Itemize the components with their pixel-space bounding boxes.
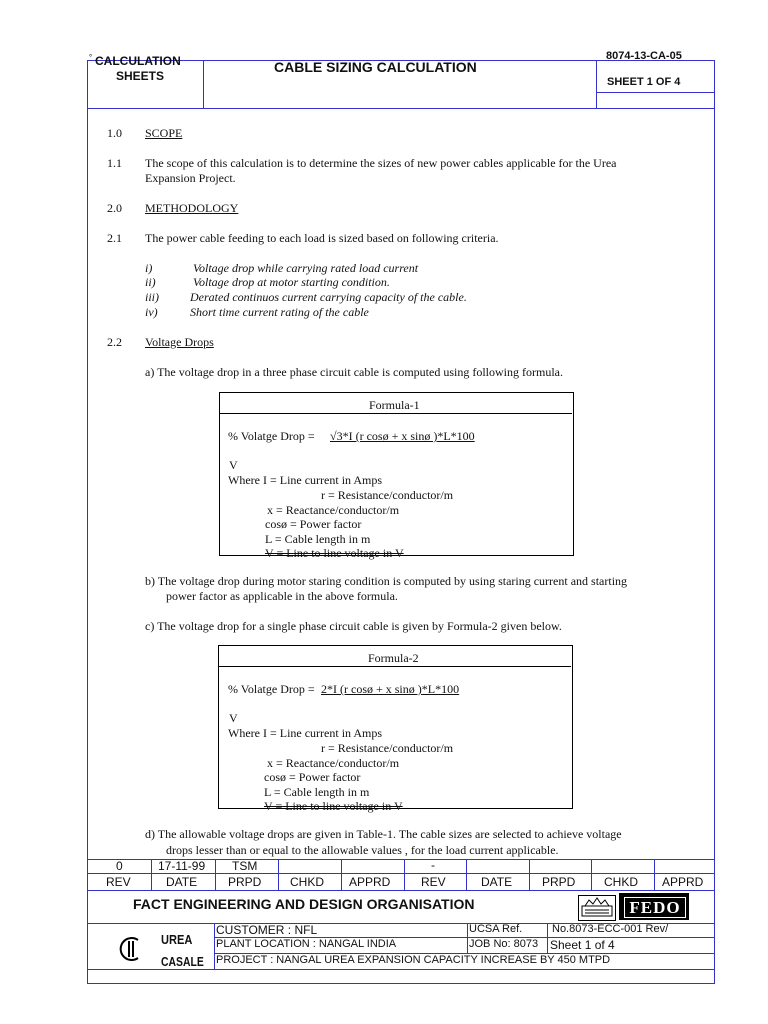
footer-col-9 — [654, 859, 655, 890]
formula-2-V: V = Line to line voltage in V — [264, 799, 403, 813]
sheet-box-line — [596, 92, 715, 93]
footer-col-4 — [341, 859, 342, 890]
frame-right — [714, 60, 715, 984]
footer-line-base — [87, 983, 715, 984]
criteria-4-number: iv) — [145, 305, 158, 319]
section-1-1-line2: Expansion Project. — [145, 171, 236, 185]
item-b-line2: power factor as applicable in the above formula. — [166, 589, 398, 603]
item-b-line1: b) The voltage drop during motor staring condition is computed by using staring current and starting — [145, 574, 628, 588]
section-2-1-number: 2.1 — [107, 231, 122, 245]
section-2-2-number: 2.2 — [107, 335, 122, 349]
item-d-line1: d) The allowable voltage drops are given in Table-1. The cable sizes are selected to achieve voltage — [145, 827, 622, 841]
header-sheet-label: SHEET 1 OF 4 — [607, 76, 681, 88]
rev-row-rev: 0 — [116, 859, 123, 873]
footer-line-bottom — [87, 969, 715, 970]
section-2-2-title: Voltage Drops — [145, 335, 214, 349]
section-1-1-number: 1.1 — [107, 156, 122, 170]
criteria-2-number: ii) — [145, 275, 156, 289]
urea-casale-logo-icon — [118, 935, 146, 963]
footer-col-6 — [466, 859, 467, 890]
footer-header-rev-2: REV — [421, 875, 446, 889]
footer-header-apprd-2: APPRD — [662, 875, 704, 889]
footer-col-3 — [278, 859, 279, 890]
criteria-3-text: Derated continuos current carrying capacity of the cable. — [190, 290, 467, 304]
rev-row-dash: - — [431, 858, 435, 872]
frame-left — [87, 60, 88, 984]
footer-header-chkd-2: CHKD — [604, 875, 639, 889]
formula-2-r: r = Resistance/conductor/m — [321, 741, 454, 755]
footer-col-8 — [591, 859, 592, 890]
sheet-number: Sheet 1 of 4 — [550, 938, 615, 952]
footer-header-date-1: DATE — [166, 875, 198, 889]
footer-header-prpd-2: PRPD — [542, 875, 576, 889]
footer-info-col-3 — [547, 923, 548, 953]
formula-2-expr-prefix: % Volatge Drop = — [228, 682, 315, 696]
section-2-title: METHODOLOGY — [145, 201, 239, 215]
section-2-number: 2.0 — [107, 201, 122, 215]
footer-col-7 — [529, 859, 530, 890]
rev-row-prpd: TSM — [232, 859, 258, 873]
footer-col-1 — [151, 859, 152, 890]
formula-2-L: L = Cable length in m — [264, 785, 370, 799]
header-doc-number: 8074-13-CA-05 — [606, 50, 682, 62]
footer-header-date-2: DATE — [481, 875, 513, 889]
ref-number: No.8073-ECC-001 Rev/ — [552, 923, 669, 935]
formula-1-r: r = Resistance/conductor/m — [321, 488, 454, 502]
section-1-number: 1.0 — [107, 126, 122, 140]
criteria-1-text: Voltage drop while carrying rated load current — [193, 261, 419, 275]
footer-col-2 — [215, 859, 216, 890]
header-divider-1 — [203, 60, 204, 108]
formula-1-x: x = Reactance/conductor/m — [267, 503, 400, 517]
section-1-1-line1: The scope of this calculation is to determine the sizes of new power cables applicable for the Urea — [145, 156, 617, 170]
footer-col-5 — [404, 859, 405, 890]
formula-1-title-rule — [220, 413, 572, 414]
footer-header-prpd-1: PRPD — [228, 875, 262, 889]
formula-1-expr-prefix: % Volatge Drop = — [228, 429, 315, 443]
formula-1-cos: cosø = Power factor — [265, 517, 362, 531]
customer-text: CUSTOMER : NFL — [216, 923, 318, 937]
formula-1-V: V = Line to line voltage in V — [265, 546, 404, 560]
header-left-title-1: CALCULATION — [95, 54, 181, 68]
footer-line-headers-bottom — [87, 890, 715, 891]
criteria-2-text: Voltage drop at motor starting condition. — [193, 275, 390, 289]
footer-info-col-1 — [214, 923, 215, 969]
casale-label: CASALE — [161, 954, 204, 969]
header-divider-2 — [596, 60, 597, 108]
section-2-1-text: The power cable feeding to each load is sized based on following criteria. — [145, 231, 499, 245]
formula-2-x: x = Reactance/conductor/m — [267, 756, 400, 770]
page-title: CABLE SIZING CALCULATION — [274, 59, 477, 75]
formula-1-expr: √3*I (r cosø + x sinø )*L*100 — [330, 429, 475, 443]
formula-1-title: Formula-1 — [369, 398, 420, 412]
org-name: FACT ENGINEERING AND DESIGN ORGANISATION — [133, 896, 475, 912]
formula-2-expr: 2*I (r cosø + x sinø )*L*100 — [321, 682, 460, 696]
formula-1-L: L = Cable length in m — [265, 532, 371, 546]
emblem-icon — [578, 895, 616, 921]
item-a-text: a) The voltage drop in a three phase circuit cable is computed using following formula. — [145, 365, 563, 379]
footer-line-rev-mid — [87, 873, 715, 874]
item-c-text: c) The voltage drop for a single phase circuit cable is given by Formula-2 given below. — [145, 619, 562, 633]
fedo-logo-text: FEDO — [624, 897, 686, 918]
header-degree-mark: ° — [89, 53, 93, 62]
footer-header-apprd-1: APPRD — [349, 875, 391, 889]
criteria-1-number: i) — [145, 261, 153, 275]
plant-location-text: PLANT LOCATION : NANGAL INDIA — [216, 938, 397, 950]
criteria-3-number: iii) — [145, 290, 159, 304]
formula-1-denominator: V — [229, 458, 238, 472]
ucsa-ref-label: UCSA Ref. — [469, 923, 523, 935]
formula-2-title: Formula-2 — [368, 651, 419, 665]
criteria-4-text: Short time current rating of the cable — [190, 305, 369, 319]
formula-2-where: Where I = Line current in Amps — [228, 726, 383, 740]
footer-header-rev-1: REV — [106, 875, 131, 889]
formula-2-title-rule — [219, 666, 571, 667]
rev-row-date: 17-11-99 — [158, 859, 206, 873]
header-bottom-line — [87, 108, 715, 109]
job-number: JOB No: 8073 — [469, 938, 539, 950]
formula-2-cos: cosø = Power factor — [264, 770, 361, 784]
formula-1-where: Where I = Line current in Amps — [228, 473, 383, 487]
project-text: PROJECT : NANGAL UREA EXPANSION CAPACITY INCREASE BY 450 MTPD — [216, 954, 611, 966]
footer-info-col-2 — [467, 923, 468, 953]
formula-2-denominator: V — [229, 711, 238, 725]
urea-label: UREA — [161, 932, 193, 947]
fedo-logo — [619, 893, 689, 920]
item-d-line2: drops lesser than or equal to the allowable values , for the load current applicable. — [166, 843, 559, 857]
footer-header-chkd-1: CHKD — [290, 875, 325, 889]
section-1-title: SCOPE — [145, 126, 183, 140]
header-left-title-2: SHEETS — [116, 69, 165, 83]
